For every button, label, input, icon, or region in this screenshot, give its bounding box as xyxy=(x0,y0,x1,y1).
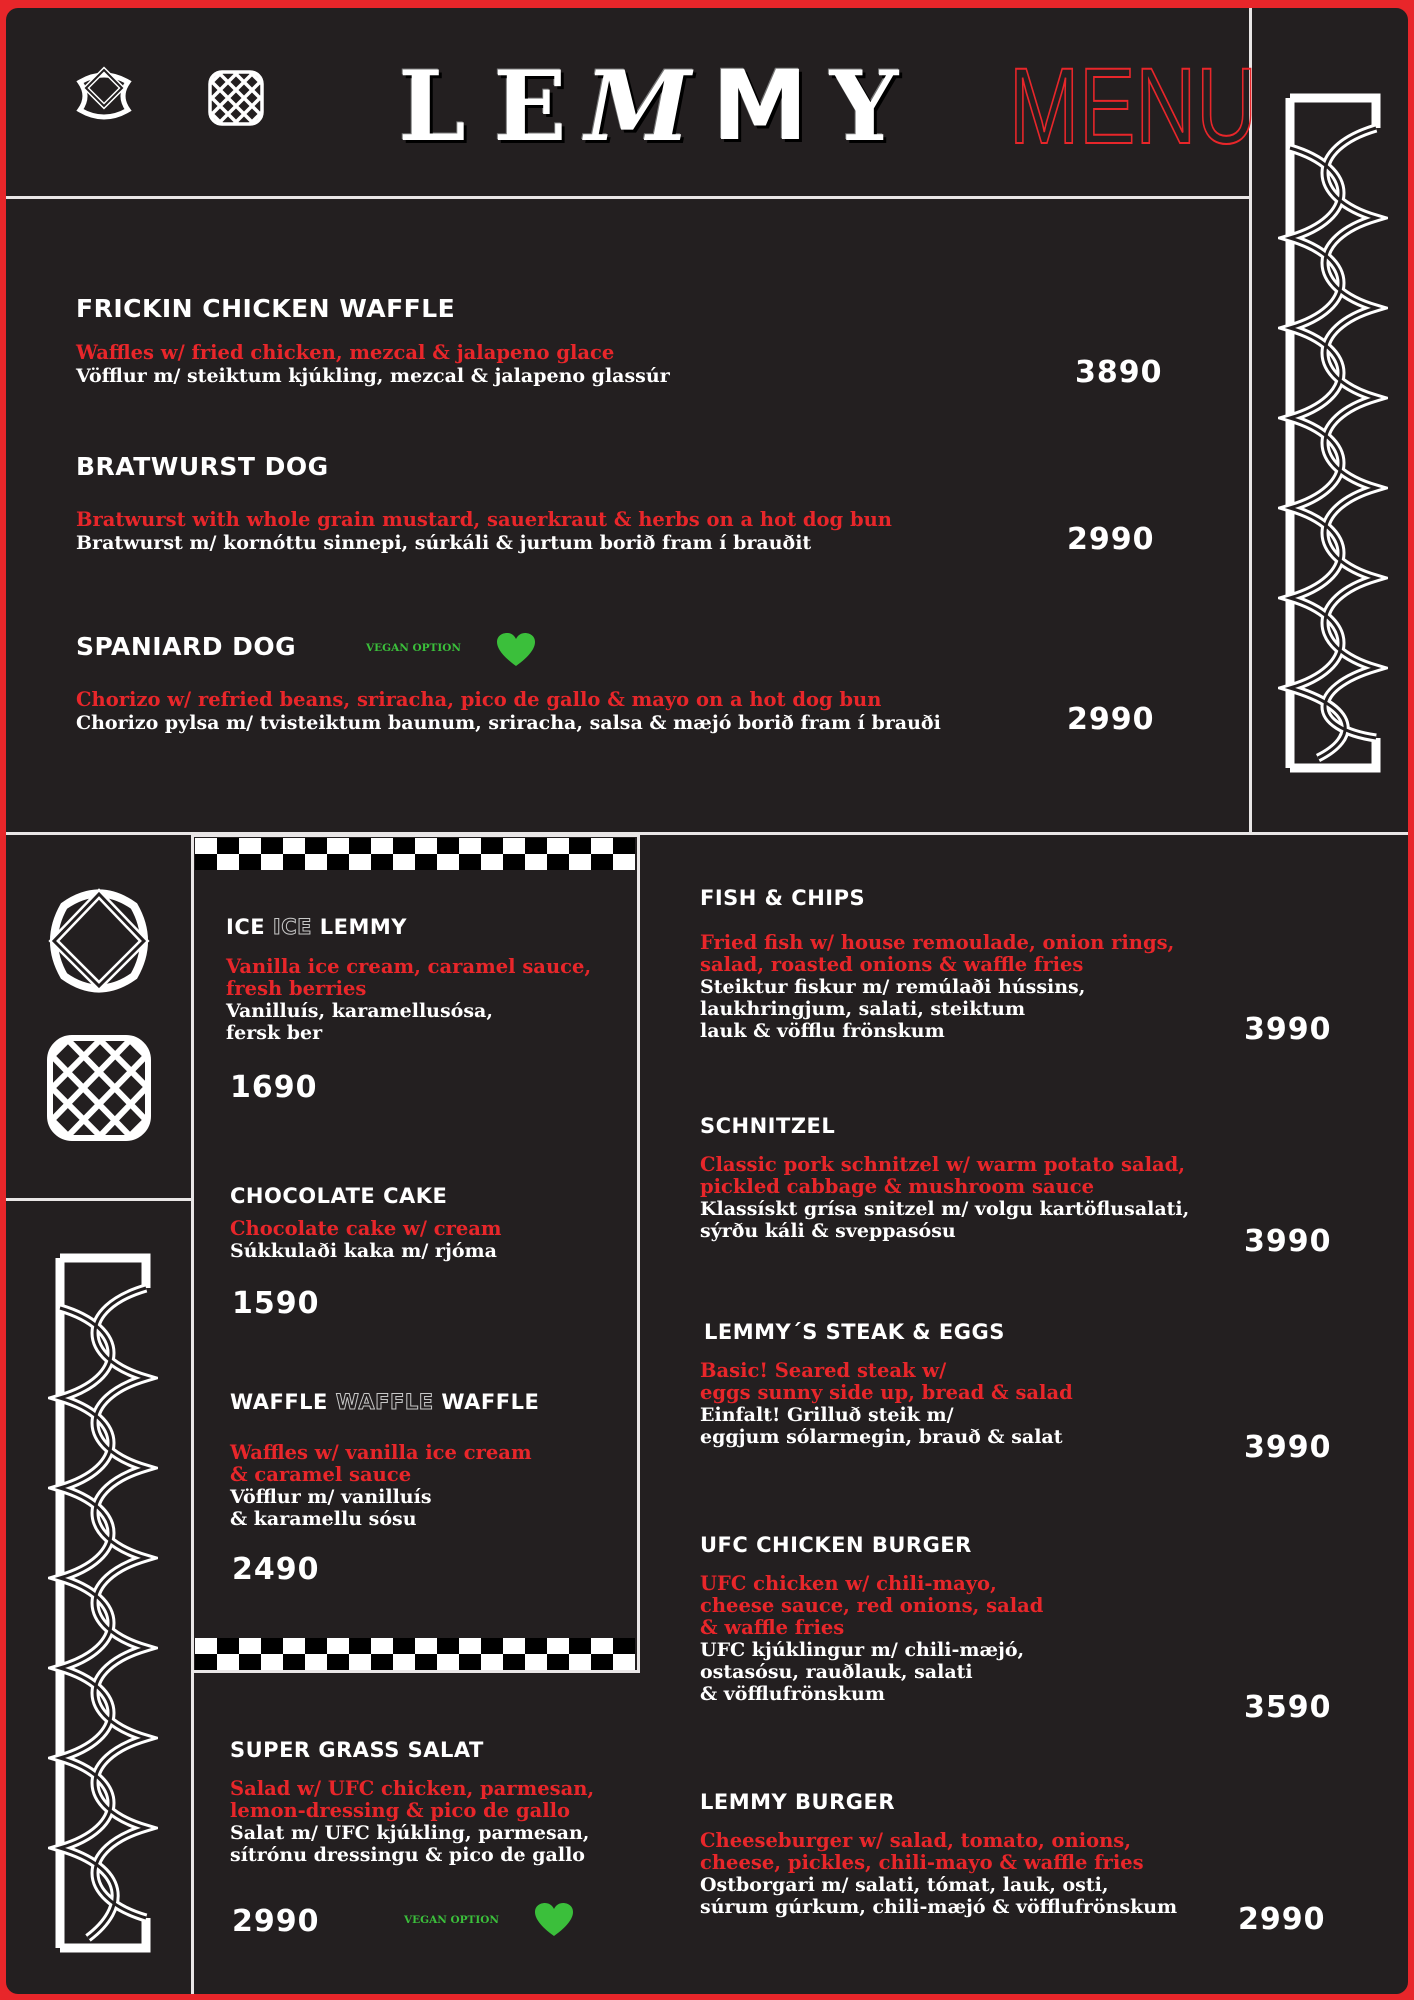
item-desc-is-waffle-1: Vöfflur m/ vanilluís xyxy=(230,1486,432,1508)
item-title-chocolate-cake: CHOCOLATE CAKE xyxy=(230,1184,448,1208)
item-desc-en-waffle-2: & caramel sauce xyxy=(230,1463,412,1486)
main-item-title: FISH & CHIPS xyxy=(700,886,866,910)
vegan-option-badge: VEGAN OPTION xyxy=(366,642,462,654)
item-desc-is-ice-ice-lemmy-2: fersk ber xyxy=(226,1022,323,1044)
main-item-desc-is: Einfalt! Grilluð steik m/ xyxy=(700,1404,954,1426)
item-desc-en-frickin-chicken-waffle: Waffles w/ fried chicken, mezcal & jalapeno glace xyxy=(76,341,615,364)
item-desc-is-chocolate-cake: Súkkulaði kaka m/ rjóma xyxy=(230,1240,497,1262)
main-item-desc-en: Basic! Seared steak w/ xyxy=(700,1359,947,1382)
item-title-bratwurst-dog: BRATWURST DOG xyxy=(76,452,329,481)
main-item-title: LEMMY BURGER xyxy=(700,1790,896,1814)
item-desc-en-salad-2: lemon-dressing & pico de gallo xyxy=(230,1799,571,1822)
item-desc-en-ice-ice-lemmy-1: Vanilla ice cream, caramel sauce, xyxy=(226,955,592,978)
item-desc-is-salad-2: sítrónu dressingu & pico de gallo xyxy=(230,1844,585,1866)
main-item-price: 3990 xyxy=(1244,1430,1332,1465)
main-item-desc-is: Steiktur fiskur m/ remúlaði hússins, xyxy=(700,976,1086,998)
item-desc-en-bratwurst-dog: Bratwurst with whole grain mustard, sauerkraut & herbs on a hot dog bun xyxy=(76,508,892,531)
item-price-chocolate-cake: 1590 xyxy=(232,1286,320,1321)
main-item-price: 3990 xyxy=(1244,1012,1332,1047)
menu-title: MENU xyxy=(1009,45,1258,166)
celtic-knot-vertical-right-icon xyxy=(1278,88,1388,778)
title-word-lemmy: LEMMY xyxy=(319,915,408,939)
lattice-knot-icon xyxy=(204,66,268,130)
main-item-price: 3590 xyxy=(1244,1690,1332,1725)
item-desc-is-spaniard-dog: Chorizo pylsa m/ tvisteiktum baunum, sriracha, salsa & mæjó borið fram í brauði xyxy=(76,712,941,734)
square-knot-icon xyxy=(44,886,154,996)
item-desc-en-waffle-1: Waffles w/ vanilla ice cream xyxy=(230,1441,532,1464)
main-item-desc-en: salad, roasted onions & waffle fries xyxy=(700,953,1084,976)
main-item-desc-is: ostasósu, rauðlauk, salati xyxy=(700,1661,973,1683)
item-title-frickin-chicken-waffle: FRICKIN CHICKEN WAFFLE xyxy=(76,294,456,323)
title-word-ice-outline: ICE xyxy=(272,915,312,939)
item-desc-is-frickin-chicken-waffle: Vöfflur m/ steiktum kjúkling, mezcal & jalapeno glassúr xyxy=(76,365,670,387)
main-item-title: LEMMY´S STEAK & EGGS xyxy=(704,1320,1005,1344)
item-desc-is-bratwurst-dog: Bratwurst m/ kornóttu sinnepi, súrkáli & jurtum borið fram í brauðit xyxy=(76,532,812,554)
title-word-waffle-3: WAFFLE xyxy=(441,1390,540,1414)
main-item-desc-en: eggs sunny side up, bread & salad xyxy=(700,1381,1073,1404)
logo-letter-m2: M xyxy=(712,50,808,162)
main-item-desc-en: Classic pork schnitzel w/ warm potato salad, xyxy=(700,1153,1186,1176)
item-price-bratwurst-dog: 2990 xyxy=(1067,522,1155,557)
main-item-desc-en: cheese, pickles, chili-mayo & waffle fries xyxy=(700,1851,1144,1874)
checker-band-bottom xyxy=(195,1638,635,1670)
main-item-desc-en: pickled cabbage & mushroom sauce xyxy=(700,1175,1095,1198)
item-desc-en-ice-ice-lemmy-2: fresh berries xyxy=(226,977,367,1000)
main-item-desc-is: sýrðu káli & sveppasósu xyxy=(700,1220,956,1242)
logo-letter-y: Y xyxy=(829,49,899,163)
main-item-desc-en: UFC chicken w/ chili-mayo, xyxy=(700,1572,997,1595)
lattice-square-knot-icon xyxy=(44,1032,154,1144)
item-price-super-grass-salat: 2990 xyxy=(232,1904,320,1939)
celtic-knot-vertical-left-icon xyxy=(48,1248,158,1960)
title-word-waffle-1: WAFFLE xyxy=(230,1390,328,1414)
main-item-desc-en: & waffle fries xyxy=(700,1616,845,1639)
main-item-desc-is: UFC kjúklingur m/ chili-mæjó, xyxy=(700,1639,1025,1661)
main-item-desc-is: eggjum sólarmegin, brauð & salat xyxy=(700,1426,1063,1448)
main-item-price: 3990 xyxy=(1244,1224,1332,1259)
main-item-price: 2990 xyxy=(1238,1902,1326,1937)
item-price-ice-ice-lemmy: 1690 xyxy=(230,1070,318,1105)
divider-header xyxy=(6,196,1249,199)
logo-letter-l: L xyxy=(398,49,466,163)
logo-letter-m1: M xyxy=(584,49,692,163)
item-price-waffle-waffle-waffle: 2490 xyxy=(232,1552,320,1587)
item-desc-en-salad-1: Salad w/ UFC chicken, parmesan, xyxy=(230,1777,595,1800)
main-item-desc-is: laukhringjum, salati, steiktum xyxy=(700,998,1026,1020)
vegan-option-badge-salad: VEGAN OPTION xyxy=(404,1914,500,1926)
item-desc-is-waffle-2: & karamellu sósu xyxy=(230,1508,417,1530)
main-item-desc-is: lauk & vöfflu frönskum xyxy=(700,1020,945,1042)
title-word-waffle-outline: WAFFLE xyxy=(335,1390,434,1414)
item-title-ice-ice-lemmy xyxy=(226,915,407,939)
item-title-waffle-waffle-waffle xyxy=(230,1390,539,1414)
main-item-desc-en: Fried fish w/ house remoulade, onion rings, xyxy=(700,931,1175,954)
item-desc-en-spaniard-dog: Chorizo w/ refried beans, sriracha, pico de gallo & mayo on a hot dog bun xyxy=(76,688,882,711)
main-item-desc-is: Ostborgari m/ salati, tómat, lauk, osti, xyxy=(700,1874,1109,1896)
checker-band-top xyxy=(195,838,635,870)
item-price-frickin-chicken-waffle: 3890 xyxy=(1075,355,1163,390)
knot-ornament-icon xyxy=(72,64,136,128)
item-desc-en-chocolate-cake: Chocolate cake w/ cream xyxy=(230,1217,502,1240)
item-title-super-grass-salat: SUPER GRASS SALAT xyxy=(230,1738,484,1762)
item-desc-is-salad-1: Salat m/ UFC kjúkling, parmesan, xyxy=(230,1822,590,1844)
title-word-ice: ICE xyxy=(226,915,266,939)
main-item-desc-en: cheese sauce, red onions, salad xyxy=(700,1594,1044,1617)
green-heart-icon xyxy=(496,632,536,668)
item-title-spaniard-dog: SPANIARD DOG xyxy=(76,632,297,661)
main-item-desc-en: Cheeseburger w/ salad, tomato, onions, xyxy=(700,1829,1132,1852)
divider-left-knots xyxy=(6,1198,192,1201)
main-item-title: UFC CHICKEN BURGER xyxy=(700,1533,972,1557)
main-item-desc-is: & vöfflufrönskum xyxy=(700,1683,885,1705)
menu-board xyxy=(6,8,1408,1994)
item-desc-is-ice-ice-lemmy-1: Vanilluís, karamellusósa, xyxy=(226,1000,493,1022)
main-item-title: SCHNITZEL xyxy=(700,1114,836,1138)
main-item-desc-is: súrum gúrkum, chili-mæjó & vöfflufrönskum xyxy=(700,1896,1178,1918)
logo-letter-e: E xyxy=(493,49,567,163)
green-heart-icon-salad xyxy=(534,1902,574,1938)
item-price-spaniard-dog: 2990 xyxy=(1067,702,1155,737)
main-item-desc-is: Klassískt grísa snitzel m/ volgu kartöflusalati, xyxy=(700,1198,1190,1220)
